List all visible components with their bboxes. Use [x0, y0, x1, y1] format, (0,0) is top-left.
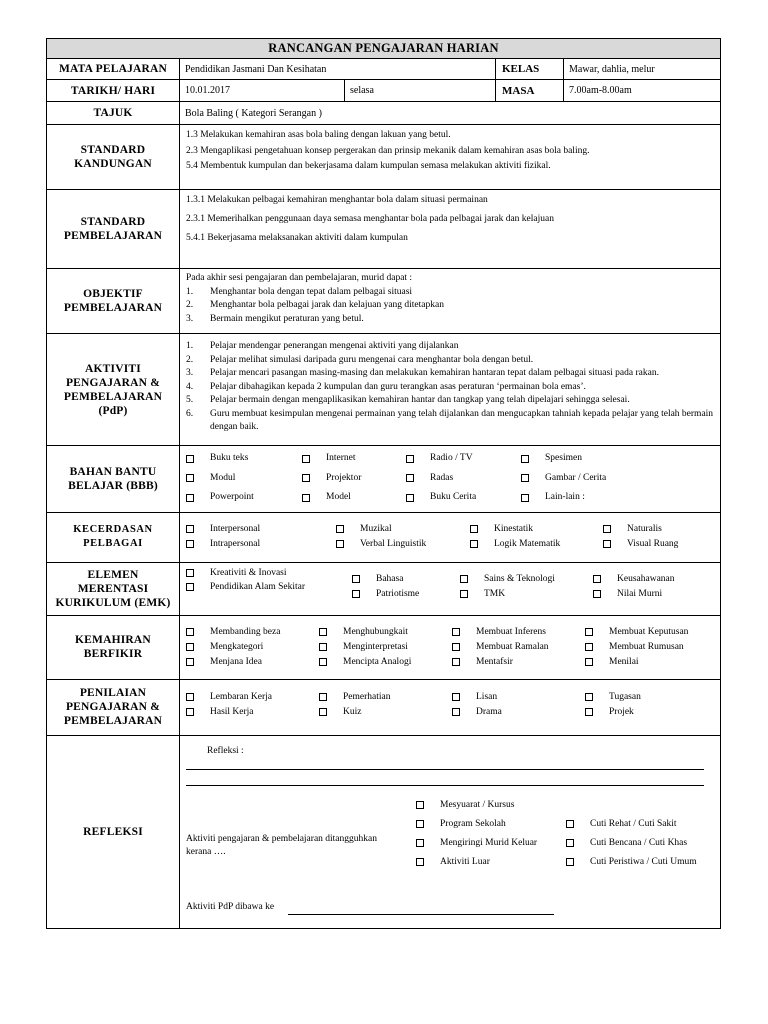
standard-kandungan-content[interactable] [180, 125, 721, 190]
bbb-option-label: Model [326, 492, 351, 502]
rph-form [46, 38, 720, 929]
penilaian-option-label: Hasil Kerja [210, 706, 254, 717]
objektif-item-text: Menghantar bola pelbagai jarak dan kelajuan yang ditetapkan [210, 300, 444, 310]
aktiviti-item-number: 4. [186, 381, 194, 392]
bbb-option-label: Radas [430, 472, 454, 483]
aktiviti-item-text: Pelajar mencari pasangan masing-masing dan melakukan kemahiran hantaran tepat dalam pelbagai situasi pada rakan. [210, 368, 659, 378]
bbb-option[interactable] [186, 488, 302, 508]
bbb-label-line2: BELAJAR (BBB) [68, 479, 158, 492]
kemahiran-option-label: Mencipta Analogi [343, 656, 412, 667]
checkbox-icon[interactable] [186, 658, 194, 666]
penilaian-option-label: Pemerhatian [343, 691, 391, 702]
checkbox-icon[interactable] [585, 658, 593, 666]
penilaian-option[interactable] [452, 690, 585, 705]
ditangguhkan-text: Aktiviti pengajaran & pembelajaran ditangguhkan kerana …. [186, 833, 377, 857]
checkbox-icon[interactable] [470, 540, 478, 548]
checkbox-icon[interactable] [452, 693, 460, 701]
kemahiran-option-label: Mentafsir [476, 656, 513, 667]
bbb-option[interactable] [186, 469, 302, 489]
bbb-label-line1: BAHAN BANTU [69, 465, 157, 478]
kemahiran-option-label: Mengkategori [210, 641, 264, 652]
aktiviti-item-number: 6. [186, 408, 194, 419]
checkbox-icon[interactable] [585, 693, 593, 701]
penilaian-label-line3: PEMBELAJARAN [63, 715, 163, 727]
aktiviti-item-text: Pelajar dibahagikan kepada 2 kumpulan dan guru terangkan asas peraturan ‘permainan bola emas’. [210, 381, 586, 392]
kecerdasan-option[interactable] [470, 522, 603, 537]
checkbox-icon[interactable] [319, 693, 327, 701]
sebab-option[interactable] [416, 796, 537, 815]
bbb-option[interactable] [302, 449, 406, 469]
checkbox-icon[interactable] [186, 628, 194, 636]
aktiviti-item-number: 5. [186, 395, 194, 405]
checkbox-icon[interactable] [521, 494, 529, 502]
bbb-content [180, 446, 721, 513]
aktiviti-item-text: Guru membuat kesimpulan mengenai permainan yang telah dijalankan dan mengucapkan tahniah kepada pelajar yang telah bermain dengan baik. [210, 408, 714, 432]
kemahiran-option-label: Membuat Ramalan [476, 641, 549, 652]
aktiviti-label [47, 334, 180, 446]
mata-pelajaran-label: MATA PELAJARAN [47, 59, 180, 80]
bbb-option-label: Lain-lain : [545, 492, 585, 502]
checkbox-icon[interactable] [319, 643, 327, 651]
kecerdasan-option-label: Kinestatik [494, 523, 534, 534]
kemahiran-option[interactable] [585, 640, 715, 655]
objektif-label-line2: PEMBELAJARAN [63, 302, 163, 314]
checkbox-icon[interactable] [186, 708, 194, 716]
checkbox-icon[interactable] [593, 590, 601, 598]
checkbox-icon[interactable] [336, 525, 344, 533]
objektif-item [186, 313, 714, 327]
penilaian-option[interactable] [452, 705, 585, 720]
penilaian-option-label: Projek [609, 706, 634, 717]
kecerdasan-option-label: Naturalis [627, 523, 662, 534]
checkbox-icon[interactable] [406, 474, 414, 482]
objektif-item [186, 299, 714, 313]
kemahiran-option[interactable] [585, 655, 715, 670]
kemahiran-option-label: Menjana Idea [210, 656, 262, 667]
emk-option-label: Kreativiti & Inovasi [210, 567, 287, 578]
penilaian-label-line1: PENILAIAN [79, 687, 147, 699]
emk-option-label: TMK [484, 588, 506, 599]
kemahiran-option-label: Menilai [609, 656, 639, 667]
bbb-option-label: Internet [326, 453, 356, 463]
hari-value[interactable]: selasa [345, 80, 496, 102]
standard-kandungan-label-line2: KANDUNGAN [74, 158, 152, 170]
standard-pembelajaran-item: 5.4.1 Bekerjasama melaksanakan aktiviti dalam kumpulan [186, 233, 408, 243]
checkbox-icon[interactable] [566, 820, 574, 828]
bbb-option-label: Buku teks [210, 453, 249, 463]
aktiviti-content[interactable] [180, 334, 721, 446]
bbb-label [47, 446, 180, 513]
sebab-option-label: Mengiringi Murid Keluar [440, 837, 538, 848]
kemahiran-option-label: Membanding beza [210, 626, 281, 637]
objektif-item-text: Bermain mengikut peraturan yang betul. [210, 313, 364, 324]
standard-kandungan-item: 1.3 Melakukan kemahiran asas bola baling dengan lakuan yang betul. [186, 130, 451, 140]
bbb-option-label: Radio / TV [430, 453, 473, 463]
tarikh-label: TARIKH/ HARI [47, 80, 180, 102]
kecerdasan-option[interactable] [470, 537, 603, 552]
checkbox-icon[interactable] [319, 658, 327, 666]
bbb-option[interactable] [521, 449, 641, 469]
kecerdasan-option[interactable] [603, 522, 718, 537]
emk-option[interactable] [593, 587, 693, 602]
aktiviti-item-text: Pelajar melihat simulasi daripada guru mengenai cara menghantar bola dengan betul. [210, 354, 534, 365]
emk-option-label: Keusahawanan [617, 573, 675, 584]
aktiviti-label-line3: PEMBELAJARAN [63, 390, 163, 403]
penilaian-label-line2: PENGAJARAN & [65, 701, 161, 713]
checkbox-icon[interactable] [460, 575, 468, 583]
penilaian-option-label: Kuiz [343, 706, 362, 717]
bbb-option[interactable] [186, 449, 302, 469]
penilaian-option[interactable] [319, 690, 452, 705]
emk-option-label: Patriotisme [376, 588, 420, 599]
checkbox-icon[interactable] [416, 801, 424, 809]
tarikh-value[interactable]: 10.01.2017 [180, 80, 345, 102]
objektif-label-line1: OBJEKTIF [83, 288, 143, 300]
penilaian-option[interactable] [585, 705, 715, 720]
objektif-label [47, 269, 180, 334]
sebab-option[interactable] [416, 834, 537, 853]
kecerdasan-option-label: Interpersonal [210, 523, 261, 534]
refleksi-line[interactable] [186, 785, 704, 786]
aktiviti-item [186, 354, 714, 368]
sebab-option-label: Cuti Rehat / Cuti Sakit [590, 818, 677, 829]
aktiviti-item [186, 367, 714, 381]
penilaian-option-label: Lembaran Kerja [210, 691, 272, 702]
masa-value[interactable]: 7.00am-8.00am [564, 80, 721, 102]
bbb-option-label: Projektor [326, 472, 362, 483]
checkbox-icon[interactable] [416, 839, 424, 847]
refleksi-prompt: Refleksi : [207, 745, 244, 756]
bbb-option[interactable] [521, 469, 641, 489]
checkbox-icon[interactable] [470, 525, 478, 533]
objektif-intro: Pada akhir sesi pengajaran dan pembelajaran, murid dapat : [186, 273, 413, 283]
kemahiran-option[interactable] [452, 625, 585, 640]
checkbox-icon[interactable] [566, 839, 574, 847]
checkbox-icon[interactable] [186, 693, 194, 701]
checkbox-icon[interactable] [452, 643, 460, 651]
bbb-option[interactable] [406, 488, 521, 508]
form-title: RANCANGAN PENGAJARAN HARIAN [47, 39, 721, 59]
standard-pembelajaran-label-line2: PEMBELAJARAN [63, 230, 163, 242]
kecerdasan-option[interactable] [186, 537, 336, 552]
aktiviti-item-text: Pelajar mendengar penerangan mengenai aktiviti yang dijalankan [210, 341, 459, 351]
emk-option-label: Nilai Murni [617, 588, 663, 599]
objektif-item [186, 286, 714, 300]
aktiviti-item [186, 381, 714, 395]
sebab-option-label: Cuti Bencana / Cuti Khas [590, 837, 688, 848]
emk-option-label: Bahasa [376, 573, 404, 584]
bbb-option[interactable] [521, 488, 641, 508]
checkbox-icon[interactable] [186, 455, 194, 463]
kemahiran-option[interactable] [452, 655, 585, 670]
checkbox-icon[interactable] [416, 820, 424, 828]
sebab-option-label: Cuti Peristiwa / Cuti Umum [590, 856, 697, 867]
checkbox-icon[interactable] [302, 455, 310, 463]
checkbox-icon[interactable] [603, 525, 611, 533]
checkbox-icon[interactable] [302, 494, 310, 502]
emk-label-line2: MERENTASI [77, 582, 149, 595]
penilaian-option[interactable] [585, 690, 715, 705]
kecerdasan-label [47, 512, 180, 562]
aktiviti-item-number: 3. [186, 368, 194, 378]
kemahiran-content [180, 615, 721, 679]
bbb-option-label: Spesimen [545, 453, 582, 463]
bbb-option-label: Powerpoint [210, 492, 254, 502]
emk-option[interactable] [460, 587, 593, 602]
checkbox-icon[interactable] [593, 575, 601, 583]
mata-pelajaran-value[interactable]: Pendidikan Jasmani Dan Kesihatan [180, 59, 496, 80]
standard-pembelajaran-item: 2.3.1 Memerihalkan penggunaan daya semasa menghantar bola pada pelbagai jarak dan kelajuan [186, 214, 554, 224]
penilaian-content [180, 679, 721, 735]
tajuk-value[interactable]: Bola Baling ( Kategori Serangan ) [180, 102, 721, 125]
kecerdasan-option[interactable] [186, 522, 336, 537]
checkbox-icon[interactable] [460, 590, 468, 598]
penilaian-option-label: Tugasan [609, 691, 641, 702]
checkbox-icon[interactable] [603, 540, 611, 548]
kemahiran-option-label: Membuat Inferens [476, 626, 546, 637]
kemahiran-option[interactable] [319, 625, 452, 640]
kecerdasan-option[interactable] [336, 537, 470, 552]
refleksi-line[interactable] [186, 769, 704, 770]
checkbox-icon[interactable] [585, 708, 593, 716]
kecerdasan-content [180, 512, 721, 562]
kemahiran-label-line2: BERFIKIR [83, 648, 143, 660]
masa-label: MASA [496, 80, 564, 102]
checkbox-icon[interactable] [186, 525, 194, 533]
kemahiran-option[interactable] [186, 640, 319, 655]
checkbox-icon[interactable] [521, 474, 529, 482]
tajuk-label: TAJUK [47, 102, 180, 125]
sebab-option[interactable] [416, 815, 537, 834]
objektif-content[interactable] [180, 269, 721, 334]
aktiviti-item-text: Pelajar bermain dengan mengaplikasikan kemahiran hantar dan tangkap yang telah dipelajari sehingga selesai. [210, 395, 630, 405]
dibawa-line[interactable] [288, 914, 554, 915]
emk-option-label: Pendidikan Alam Sekitar [210, 581, 305, 592]
objektif-item-number: 2. [186, 300, 194, 310]
aktiviti-item [186, 394, 714, 408]
checkbox-icon[interactable] [406, 455, 414, 463]
checkbox-icon[interactable] [406, 494, 414, 502]
emk-option[interactable] [186, 580, 352, 594]
checkbox-icon[interactable] [186, 569, 194, 577]
bbb-option-label: Buku Cerita [430, 492, 477, 502]
checkbox-icon[interactable] [352, 575, 360, 583]
sebab-option-label: Program Sekolah [440, 818, 506, 829]
refleksi-content [180, 735, 721, 928]
kemahiran-option[interactable] [319, 655, 452, 670]
bbb-option[interactable] [302, 469, 406, 489]
bbb-option[interactable] [406, 469, 521, 489]
objektif-item-number: 3. [186, 313, 194, 324]
penilaian-option[interactable] [186, 705, 319, 720]
checkbox-icon[interactable] [319, 708, 327, 716]
kemahiran-option-label: Menghubungkait [343, 626, 408, 637]
standard-pembelajaran-label [47, 190, 180, 269]
emk-option[interactable] [352, 587, 460, 602]
kecerdasan-option-label: Intrapersonal [210, 538, 261, 549]
bbb-option[interactable] [406, 449, 521, 469]
emk-label-line3: KURIKULUM (EMK) [55, 596, 171, 609]
kemahiran-label [47, 615, 180, 679]
checkbox-icon[interactable] [336, 540, 344, 548]
sebab-option[interactable] [416, 853, 537, 872]
standard-pembelajaran-item: 1.3.1 Melakukan pelbagai kemahiran menghantar bola dalam situasi permainan [186, 195, 488, 205]
aktiviti-item-number: 2. [186, 354, 194, 365]
kemahiran-option-label: Membuat Keputusan [609, 626, 689, 637]
kecerdasan-label-line2: PELBAGAI [83, 538, 143, 549]
dibawa-text: Aktiviti PdP dibawa ke [186, 901, 275, 912]
sebab-option[interactable] [566, 815, 697, 834]
standard-kandungan-label [47, 125, 180, 190]
checkbox-icon[interactable] [452, 708, 460, 716]
standard-kandungan-label-line1: STANDARD [80, 144, 146, 156]
kemahiran-option[interactable] [585, 625, 715, 640]
kecerdasan-option-label: Muzikal [360, 523, 392, 534]
penilaian-option-label: Lisan [476, 691, 498, 702]
aktiviti-item [186, 340, 714, 354]
checkbox-icon[interactable] [585, 643, 593, 651]
bbb-option[interactable] [302, 488, 406, 508]
aktiviti-item [186, 408, 714, 435]
kemahiran-option[interactable] [186, 655, 319, 670]
kecerdasan-option[interactable] [336, 522, 470, 537]
standard-kandungan-item: 5.4 Membentuk kumpulan dan bekerjasama dalam kumpulan semasa melakukan aktiviti fizikal. [186, 161, 551, 171]
refleksi-label: REFLEKSI [47, 735, 180, 928]
emk-option[interactable] [352, 572, 460, 587]
checkbox-icon[interactable] [186, 474, 194, 482]
objektif-item-text: Menghantar bola dengan tepat dalam pelbagai situasi [210, 286, 413, 297]
penilaian-option[interactable] [186, 690, 319, 705]
sebab-option[interactable] [566, 834, 697, 853]
checkbox-icon[interactable] [452, 628, 460, 636]
kemahiran-option[interactable] [452, 640, 585, 655]
kemahiran-option[interactable] [319, 640, 452, 655]
checkbox-icon[interactable] [302, 474, 310, 482]
kecerdasan-label-line1: KECERDASAN [73, 524, 153, 535]
kemahiran-option[interactable] [186, 625, 319, 640]
checkbox-icon[interactable] [452, 658, 460, 666]
kecerdasan-option-label: Logik Matematik [494, 538, 561, 549]
kecerdasan-option[interactable] [603, 537, 718, 552]
aktiviti-label-line2: PENGAJARAN & [65, 376, 161, 389]
standard-pembelajaran-content[interactable] [180, 190, 721, 269]
emk-option[interactable] [186, 566, 352, 580]
kecerdasan-option-label: Verbal Linguistik [360, 538, 427, 549]
checkbox-icon[interactable] [186, 494, 194, 502]
emk-option-label: Sains & Teknologi [484, 573, 555, 584]
checkbox-icon[interactable] [352, 590, 360, 598]
kecerdasan-option-label: Visual Ruang [627, 538, 679, 549]
emk-option[interactable] [460, 572, 593, 587]
emk-content [180, 562, 721, 615]
penilaian-label [47, 679, 180, 735]
aktiviti-label-line1: AKTIVITI [85, 362, 141, 375]
standard-kandungan-item: 2.3 Mengaplikasi pengetahuan konsep pergerakan dan prinsip mekanik dalam kemahiran asas bola baling. [186, 145, 590, 156]
rph-table [46, 38, 721, 929]
checkbox-icon[interactable] [319, 628, 327, 636]
kemahiran-option-label: Menginterpretasi [343, 641, 408, 652]
checkbox-icon[interactable] [566, 858, 574, 866]
aktiviti-item-number: 1. [186, 341, 194, 351]
kelas-value[interactable]: Mawar, dahlia, melur [564, 59, 721, 80]
aktiviti-label-line4: (PdP) [98, 404, 128, 417]
kemahiran-label-line1: KEMAHIRAN [75, 634, 151, 646]
checkbox-icon[interactable] [416, 858, 424, 866]
emk-label [47, 562, 180, 615]
sebab-option-label: Aktiviti Luar [440, 856, 490, 867]
penilaian-option-label: Drama [476, 706, 502, 717]
checkbox-icon[interactable] [186, 583, 194, 591]
standard-pembelajaran-label-line1: STANDARD [80, 216, 146, 228]
bbb-option-label: Gambar / Cerita [545, 472, 607, 483]
objektif-item-number: 1. [186, 286, 194, 297]
sebab-option[interactable] [566, 853, 697, 872]
kelas-label: KELAS [496, 59, 564, 80]
bbb-option-label: Modul [210, 472, 236, 483]
checkbox-icon[interactable] [186, 643, 194, 651]
penilaian-option[interactable] [319, 705, 452, 720]
checkbox-icon[interactable] [186, 540, 194, 548]
checkbox-icon[interactable] [585, 628, 593, 636]
kemahiran-option-label: Membuat Rumusan [609, 641, 684, 652]
emk-option[interactable] [593, 572, 693, 587]
sebab-option-label: Mesyuarat / Kursus [440, 799, 515, 810]
checkbox-icon[interactable] [521, 455, 529, 463]
emk-label-line1: ELEMEN [87, 568, 139, 581]
